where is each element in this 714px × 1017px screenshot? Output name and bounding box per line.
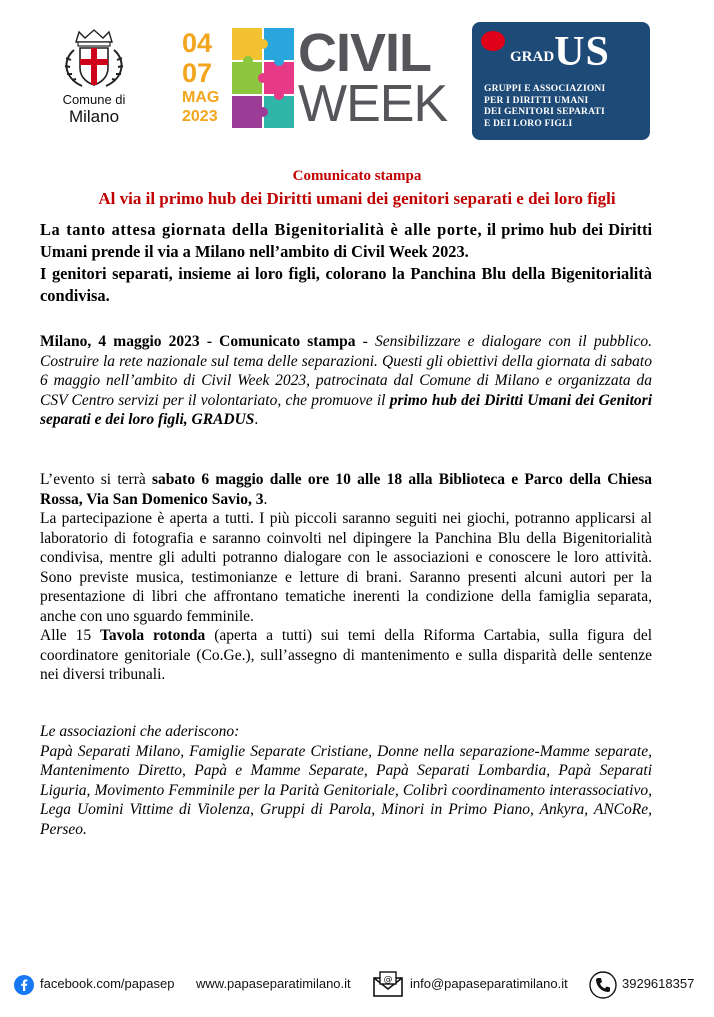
paragraph-event: [40, 470, 652, 685]
associations-label: Le associazioni che aderiscono:: [40, 723, 240, 740]
civil-date-07: 07: [182, 58, 213, 88]
lead-part1: La tanto attesa giornata della Bigenitorialità è alle porte: [40, 220, 478, 239]
associations-list: Papà Separati Milano, Famiglie Separate Cristiane, Donne nella separazione-Mamme separate, Mantenimento Diretto, Papà e Mamme Separate, Papà Separati Lombardia, Papà Separati Liguria, Movimento Femminile per la Parità Genitoriale, Colibrì coordinamento interassociativo, Lega Uomini Vittime di Violenza, Gruppi di Parola, Minori in Primo Piano, Ankyra, ANCoRe, Perseo.: [40, 742, 652, 838]
gradus-subtitle-line: E DEI LORO FIGLI: [484, 118, 573, 129]
svg-text:@: @: [383, 975, 393, 985]
civil-word: CIVIL: [298, 23, 432, 83]
week-word: WEEK: [298, 75, 448, 133]
event-body: La partecipazione è aperta a tutti. I più piccoli saranno seguiti nei giochi, potranno applicarsi al laboratorio di fotografia e saranno coinvolti nel dipingere la Panchina Blu della Bigenitorialità condivisa, mentre gli adulti potranno dialogare con le associazioni e conoscere le loro attività. Sono previste musica, testimonianze e letture di brani. Saranno presenti alcuni autori per la presentazione di libri che affrontano tematiche inerenti la condizione della famiglia separata, anche con uno sguardo femminile.: [40, 510, 652, 625]
facebook-icon: [14, 975, 34, 995]
phone-number[interactable]: 3929618357: [622, 976, 695, 991]
lead-part2: , il primo hub dei Diritti Umani prende il via a Milano nell’ambito di Civil Week 2023.: [40, 220, 652, 261]
lead-paragraph: [40, 219, 652, 307]
event-when-where: sabato 6 maggio dalle ore 10 alle 18 alla Biblioteca e Parco della Chiesa Rossa, Via San Domenico Savio, 3: [40, 471, 652, 508]
gradus-subtitle-line: DEI GENITORI SEPARATI: [484, 107, 605, 117]
paragraph-associations: [40, 722, 652, 839]
intro-bold-italic-text: primo hub dei Diritti Umani dei Genitori separati e dei loro figli, GRADUS: [40, 391, 652, 428]
civil-date-04: 04: [182, 28, 213, 58]
document-title: Al via il primo hub dei Diritti umani dei genitori separati e dei loro figli: [98, 189, 616, 208]
milano-logo-line2: Milano: [68, 107, 120, 126]
event-alle: Alle 15: [40, 627, 100, 644]
email-icon: [372, 970, 404, 998]
paragraph-intro: [40, 332, 652, 430]
intro-italic-text: Sensibilizzare e dialogare con il pubblico. Costruire la rete nazionale sul tema delle separazioni. Questi gli obiettivi della giornata di sabato 6 maggio nell’ambito di Civil Week 2023, patrocinata dal Comune di Milano e organizzata da CSV Centro servizi per il volontariato, che promuove il: [40, 333, 652, 409]
intro-end: .: [254, 411, 259, 428]
civil-date-year: 2023: [182, 108, 218, 125]
phone-icon: [589, 971, 617, 999]
email-link[interactable]: info@papaseparatimilano.it: [410, 976, 568, 991]
civil-date-month: MAG: [182, 89, 220, 106]
milano-logo-line1: Comune di: [62, 92, 126, 107]
gradus-logo: [472, 22, 650, 140]
lead-part3: I genitori separati, insieme ai loro figli, colorano la Panchina Blu della Bigenitorialità condivisa.: [40, 264, 652, 305]
gradus-subtitle-line: GRUPPI E ASSOCIAZIONI: [484, 84, 606, 94]
event-tavola-rest: (aperta a tutti) sui temi della Riforma Cartabia, sulla figura del coordinatore genitoriale (Co.Ge.), sull’assegno di mantenimento e sulla disparità delle sentenze nei diversi tribunali.: [40, 627, 653, 683]
event-tavola-rotonda: Tavola rotonda: [99, 627, 206, 644]
facebook-link[interactable]: facebook.com/papasep: [40, 976, 175, 991]
red-dot-icon: [480, 30, 506, 52]
civil-week-logo: [178, 23, 448, 134]
event-after: .: [263, 490, 268, 508]
dateline: Milano, 4 maggio 2023 - Comunicato stampa: [40, 333, 356, 350]
gradus-subtitle-line: PER I DIRITTI UMANI: [484, 95, 589, 106]
contact-footer: [14, 970, 704, 1002]
gradus-subtitle: [484, 84, 644, 130]
dateline-separator: -: [355, 333, 375, 350]
event-intro: L’evento si terrà: [40, 471, 152, 488]
comune-milano-logo: [52, 28, 136, 128]
milano-crest-icon: [52, 28, 136, 90]
gradus-title: GRADUS: [510, 29, 610, 75]
press-release-label: Comunicato stampa: [292, 168, 422, 184]
puzzle-icon: [230, 26, 296, 130]
website-link[interactable]: www.papaseparatimilano.it: [196, 976, 351, 991]
